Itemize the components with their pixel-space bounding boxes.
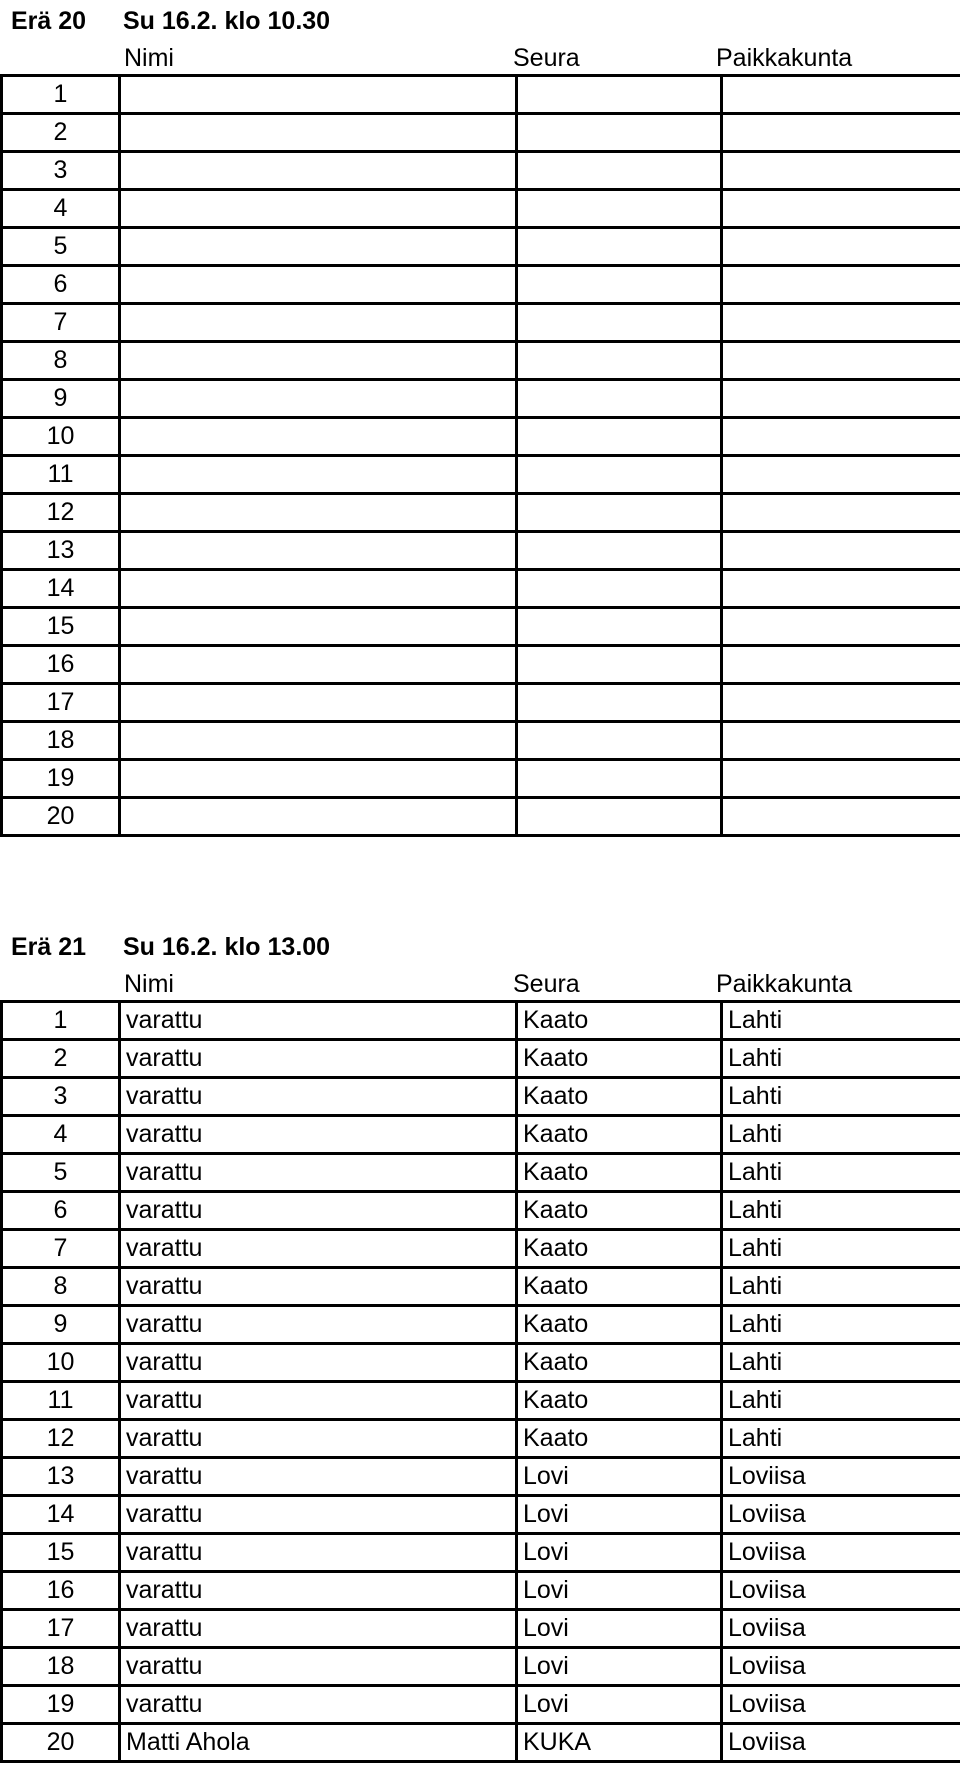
table-row — [2, 646, 960, 684]
name-cell: varattu — [120, 1192, 517, 1230]
table-row — [2, 1116, 960, 1154]
name-cell: varattu — [120, 1534, 517, 1572]
table-row — [2, 1078, 960, 1116]
name-cell: varattu — [120, 1344, 517, 1382]
name-cell: varattu — [120, 1268, 517, 1306]
club-cell: Kaato — [517, 1192, 722, 1230]
row-number-cell: 2 — [2, 114, 120, 152]
row-number-cell: 4 — [2, 190, 120, 228]
city-cell: Loviisa — [722, 1534, 960, 1572]
club-cell: Kaato — [517, 1002, 722, 1040]
row-number-cell: 19 — [2, 760, 120, 798]
city-cell — [722, 304, 960, 342]
row-number-cell: 3 — [2, 152, 120, 190]
heat-label: Erä 21 — [11, 933, 87, 961]
column-header-club: Seura — [513, 44, 580, 72]
row-number-cell: 6 — [2, 266, 120, 304]
table-row — [2, 1002, 960, 1040]
name-cell: Matti Ahola — [120, 1724, 517, 1762]
row-number-cell: 11 — [2, 456, 120, 494]
name-cell: varattu — [120, 1002, 517, 1040]
table-row — [2, 494, 960, 532]
club-cell — [517, 494, 722, 532]
row-number-cell: 1 — [2, 76, 120, 114]
table-row — [2, 1154, 960, 1192]
club-cell: Lovi — [517, 1534, 722, 1572]
city-cell: Loviisa — [722, 1724, 960, 1762]
table-row — [2, 798, 960, 836]
heat-title-row — [0, 926, 960, 974]
club-cell — [517, 608, 722, 646]
club-cell: Kaato — [517, 1154, 722, 1192]
club-cell: Lovi — [517, 1572, 722, 1610]
row-number-cell: 18 — [2, 1648, 120, 1686]
row-number-cell: 7 — [2, 304, 120, 342]
row-number-cell: 10 — [2, 1344, 120, 1382]
club-cell — [517, 114, 722, 152]
name-cell — [120, 152, 517, 190]
heat-label: Erä 20 — [11, 7, 87, 35]
table-row — [2, 228, 960, 266]
club-cell — [517, 342, 722, 380]
table-row — [2, 1040, 960, 1078]
name-cell — [120, 76, 517, 114]
row-number-cell: 20 — [2, 1724, 120, 1762]
table-row — [2, 1724, 960, 1762]
city-cell: Lahti — [722, 1002, 960, 1040]
name-cell: varattu — [120, 1078, 517, 1116]
table-row — [2, 1382, 960, 1420]
city-cell — [722, 722, 960, 760]
heat-title-row — [0, 0, 960, 48]
row-number-cell: 19 — [2, 1686, 120, 1724]
city-cell — [722, 380, 960, 418]
club-cell: Kaato — [517, 1382, 722, 1420]
row-number-cell: 1 — [2, 1002, 120, 1040]
club-cell: Kaato — [517, 1230, 722, 1268]
heat-section-21 — [0, 926, 960, 1763]
row-number-cell: 14 — [2, 1496, 120, 1534]
heat-datetime: Su 16.2. klo 10.30 — [123, 7, 331, 35]
city-cell: Lahti — [722, 1382, 960, 1420]
club-cell — [517, 456, 722, 494]
city-cell: Lahti — [722, 1078, 960, 1116]
club-cell: Kaato — [517, 1306, 722, 1344]
table-row — [2, 342, 960, 380]
row-number-cell: 4 — [2, 1116, 120, 1154]
name-cell: varattu — [120, 1382, 517, 1420]
table-row — [2, 1572, 960, 1610]
city-cell — [722, 760, 960, 798]
club-cell — [517, 228, 722, 266]
name-cell — [120, 798, 517, 836]
club-cell: Lovi — [517, 1496, 722, 1534]
city-cell — [722, 684, 960, 722]
row-number-cell: 12 — [2, 494, 120, 532]
table-row — [2, 1610, 960, 1648]
name-cell: varattu — [120, 1116, 517, 1154]
table-row — [2, 304, 960, 342]
entries-table-body — [2, 76, 960, 836]
table-row — [2, 1192, 960, 1230]
club-cell: Kaato — [517, 1040, 722, 1078]
city-cell: Loviisa — [722, 1648, 960, 1686]
name-cell: varattu — [120, 1496, 517, 1534]
row-number-cell: 3 — [2, 1078, 120, 1116]
city-cell — [722, 114, 960, 152]
name-cell: varattu — [120, 1040, 517, 1078]
club-cell — [517, 418, 722, 456]
name-cell — [120, 646, 517, 684]
table-row — [2, 1458, 960, 1496]
club-cell: Lovi — [517, 1648, 722, 1686]
row-number-cell: 6 — [2, 1192, 120, 1230]
table-row — [2, 1420, 960, 1458]
table-row — [2, 570, 960, 608]
city-cell: Lahti — [722, 1192, 960, 1230]
table-row — [2, 190, 960, 228]
name-cell — [120, 608, 517, 646]
city-cell — [722, 570, 960, 608]
name-cell: varattu — [120, 1420, 517, 1458]
row-number-cell: 9 — [2, 1306, 120, 1344]
name-cell: varattu — [120, 1648, 517, 1686]
city-cell — [722, 798, 960, 836]
table-row — [2, 760, 960, 798]
name-cell — [120, 532, 517, 570]
column-headers — [0, 44, 960, 74]
table-row — [2, 456, 960, 494]
row-number-cell: 15 — [2, 608, 120, 646]
table-row — [2, 1230, 960, 1268]
club-cell — [517, 798, 722, 836]
club-cell — [517, 266, 722, 304]
row-number-cell: 18 — [2, 722, 120, 760]
city-cell — [722, 190, 960, 228]
city-cell — [722, 76, 960, 114]
club-cell — [517, 76, 722, 114]
name-cell — [120, 304, 517, 342]
city-cell: Lahti — [722, 1116, 960, 1154]
city-cell: Loviisa — [722, 1610, 960, 1648]
row-number-cell: 16 — [2, 646, 120, 684]
row-number-cell: 20 — [2, 798, 120, 836]
club-cell — [517, 570, 722, 608]
club-cell — [517, 152, 722, 190]
name-cell: varattu — [120, 1306, 517, 1344]
table-row — [2, 1306, 960, 1344]
row-number-cell: 13 — [2, 1458, 120, 1496]
heat-section-20 — [0, 0, 960, 837]
city-cell: Loviisa — [722, 1686, 960, 1724]
name-cell — [120, 190, 517, 228]
name-cell — [120, 494, 517, 532]
column-header-name: Nimi — [124, 970, 174, 998]
table-row — [2, 76, 960, 114]
city-cell: Lahti — [722, 1420, 960, 1458]
table-row — [2, 114, 960, 152]
name-cell — [120, 114, 517, 152]
city-cell: Lahti — [722, 1268, 960, 1306]
row-number-cell: 5 — [2, 228, 120, 266]
city-cell: Lahti — [722, 1230, 960, 1268]
row-number-cell: 17 — [2, 684, 120, 722]
row-number-cell: 11 — [2, 1382, 120, 1420]
column-headers — [0, 970, 960, 1000]
city-cell: Lahti — [722, 1040, 960, 1078]
name-cell — [120, 228, 517, 266]
name-cell — [120, 760, 517, 798]
city-cell — [722, 152, 960, 190]
city-cell: Loviisa — [722, 1496, 960, 1534]
city-cell — [722, 494, 960, 532]
entries-table-body — [2, 1002, 960, 1762]
club-cell: Lovi — [517, 1458, 722, 1496]
table-row — [2, 1268, 960, 1306]
column-header-name: Nimi — [124, 44, 174, 72]
city-cell — [722, 646, 960, 684]
club-cell: KUKA — [517, 1724, 722, 1762]
name-cell — [120, 342, 517, 380]
table-row — [2, 266, 960, 304]
row-number-cell: 2 — [2, 1040, 120, 1078]
name-cell — [120, 684, 517, 722]
row-number-cell: 12 — [2, 1420, 120, 1458]
club-cell — [517, 380, 722, 418]
club-cell: Kaato — [517, 1420, 722, 1458]
city-cell: Lahti — [722, 1344, 960, 1382]
club-cell — [517, 760, 722, 798]
row-number-cell: 17 — [2, 1610, 120, 1648]
club-cell — [517, 722, 722, 760]
city-cell — [722, 532, 960, 570]
name-cell — [120, 418, 517, 456]
table-row — [2, 418, 960, 456]
column-header-city: Paikkakunta — [716, 970, 853, 998]
row-number-cell: 8 — [2, 1268, 120, 1306]
name-cell: varattu — [120, 1230, 517, 1268]
city-cell: Lahti — [722, 1154, 960, 1192]
name-cell: varattu — [120, 1154, 517, 1192]
row-number-cell: 10 — [2, 418, 120, 456]
club-cell — [517, 684, 722, 722]
club-cell: Kaato — [517, 1268, 722, 1306]
table-row — [2, 1648, 960, 1686]
table-row — [2, 1496, 960, 1534]
city-cell — [722, 266, 960, 304]
city-cell — [722, 608, 960, 646]
column-header-club: Seura — [513, 970, 580, 998]
row-number-cell: 7 — [2, 1230, 120, 1268]
entries-table — [0, 1000, 960, 1763]
row-number-cell: 9 — [2, 380, 120, 418]
row-number-cell: 5 — [2, 1154, 120, 1192]
row-number-cell: 8 — [2, 342, 120, 380]
row-number-cell: 13 — [2, 532, 120, 570]
city-cell — [722, 418, 960, 456]
city-cell — [722, 228, 960, 266]
name-cell — [120, 570, 517, 608]
row-number-cell: 15 — [2, 1534, 120, 1572]
table-row — [2, 684, 960, 722]
name-cell — [120, 722, 517, 760]
city-cell — [722, 456, 960, 494]
city-cell: Loviisa — [722, 1572, 960, 1610]
club-cell: Lovi — [517, 1686, 722, 1724]
name-cell: varattu — [120, 1572, 517, 1610]
club-cell: Kaato — [517, 1344, 722, 1382]
name-cell — [120, 380, 517, 418]
table-row — [2, 1534, 960, 1572]
city-cell: Lahti — [722, 1306, 960, 1344]
club-cell: Kaato — [517, 1116, 722, 1154]
table-row — [2, 152, 960, 190]
club-cell — [517, 190, 722, 228]
row-number-cell: 16 — [2, 1572, 120, 1610]
table-row — [2, 1344, 960, 1382]
name-cell: varattu — [120, 1458, 517, 1496]
table-row — [2, 722, 960, 760]
club-cell: Lovi — [517, 1610, 722, 1648]
club-cell — [517, 532, 722, 570]
name-cell: varattu — [120, 1610, 517, 1648]
city-cell: Loviisa — [722, 1458, 960, 1496]
column-header-city: Paikkakunta — [716, 44, 853, 72]
entries-table — [0, 74, 960, 837]
table-row — [2, 608, 960, 646]
table-row — [2, 532, 960, 570]
table-row — [2, 380, 960, 418]
club-cell — [517, 646, 722, 684]
name-cell — [120, 266, 517, 304]
table-row — [2, 1686, 960, 1724]
row-number-cell: 14 — [2, 570, 120, 608]
name-cell: varattu — [120, 1686, 517, 1724]
club-cell: Kaato — [517, 1078, 722, 1116]
city-cell — [722, 342, 960, 380]
name-cell — [120, 456, 517, 494]
club-cell — [517, 304, 722, 342]
heat-datetime: Su 16.2. klo 13.00 — [123, 933, 331, 961]
